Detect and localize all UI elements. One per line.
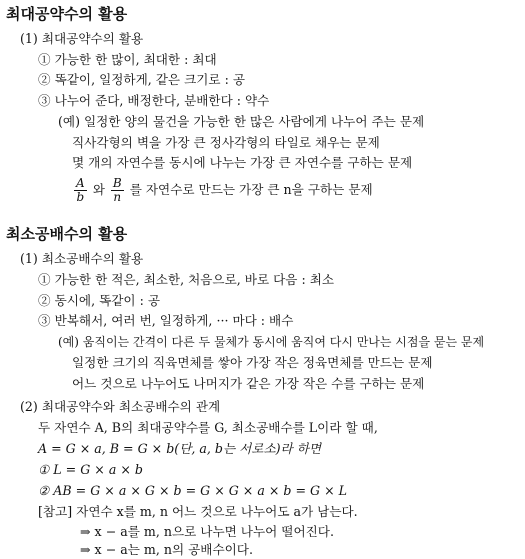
- lcm-example-3: 어느 것으로 나누어도 나머지가 같은 가장 작은 수를 구하는 문제: [72, 376, 425, 391]
- lcm-item-2: ② 동시에, 똑같이 : 공: [38, 293, 161, 308]
- subsection-heading-lcm-usage: (1) 최소공배수의 활용: [20, 251, 144, 266]
- note-line-1: [참고] 자연수 x를 m, n 어느 것으로 나누어도 a가 남는다.: [38, 504, 358, 519]
- lcm-example-1: (예) 움직이는 간격이 다른 두 물체가 동시에 움직여 다시 만나는 시점을 묻는 문제: [58, 335, 485, 349]
- subsection-heading-gcd-usage: (1) 최대공약수의 활용: [20, 31, 144, 46]
- lcm-item-1: ① 가능한 한 적은, 최소한, 처음으로, 바로 다음 : 최소: [38, 272, 335, 287]
- fraction-b-over-n: $\frac{B}{n}$: [112, 176, 122, 204]
- note-line-2: ⇒ x − a를 m, n으로 나누면 나누어 떨어진다.: [80, 524, 334, 539]
- gcd-example-2: 직사각형의 벽을 가장 큰 정사각형의 타일로 채우는 문제: [72, 135, 380, 150]
- note-line-3: ⇒ x − a는 m, n의 공배수이다.: [80, 542, 253, 557]
- gcd-item-3: ③ 나누어 준다, 배정한다, 분배한다 : 약수: [38, 93, 270, 108]
- relation-line-2: A = G × a, B = G × b(단, a, b는 서로소)라 하면: [38, 441, 322, 456]
- section-title-gcd: 최대공약수의 활용: [6, 5, 128, 23]
- relation-formula-2: ② AB = G × a × G × b = G × G × a × b = G × L: [38, 483, 348, 498]
- section-title-lcm: 최소공배수의 활용: [6, 225, 128, 243]
- gcd-example-3: 몇 개의 자연수를 동시에 나누는 가장 큰 자연수를 구하는 문제: [72, 155, 413, 170]
- lcm-example-2: 일정한 크기의 직육면체를 쌓아 가장 작은 정육면체를 만드는 문제: [72, 355, 433, 370]
- gcd-example-1: (예) 일정한 양의 물건을 가능한 한 많은 사람에게 나누어 주는 문제: [58, 114, 425, 129]
- lcm-item-3: ③ 반복해서, 여러 번, 일정하게, ··· 마다 : 배수: [38, 313, 294, 328]
- gcd-item-1: ① 가능한 한 많이, 최대한 : 최대: [38, 52, 217, 67]
- fraction-a-over-b: $\frac{A}{b}$: [76, 176, 85, 204]
- gcd-item-2: ② 똑같이, 일정하게, 같은 크기로 : 공: [38, 72, 246, 87]
- relation-line-1: 두 자연수 A, B의 최대공약수를 G, 최소공배수를 L이라 할 때,: [38, 420, 378, 435]
- relation-formula-1: ① L = G × a × b: [38, 462, 143, 477]
- gcd-example-4: $\frac{A}{b}$ 와 $\frac{B}{n}$ 를 자연수로 만드는 가장 큰 n을 구하는 문제: [76, 176, 373, 204]
- subsection-heading-relation: (2) 최대공약수와 최소공배수의 관계: [20, 399, 221, 414]
